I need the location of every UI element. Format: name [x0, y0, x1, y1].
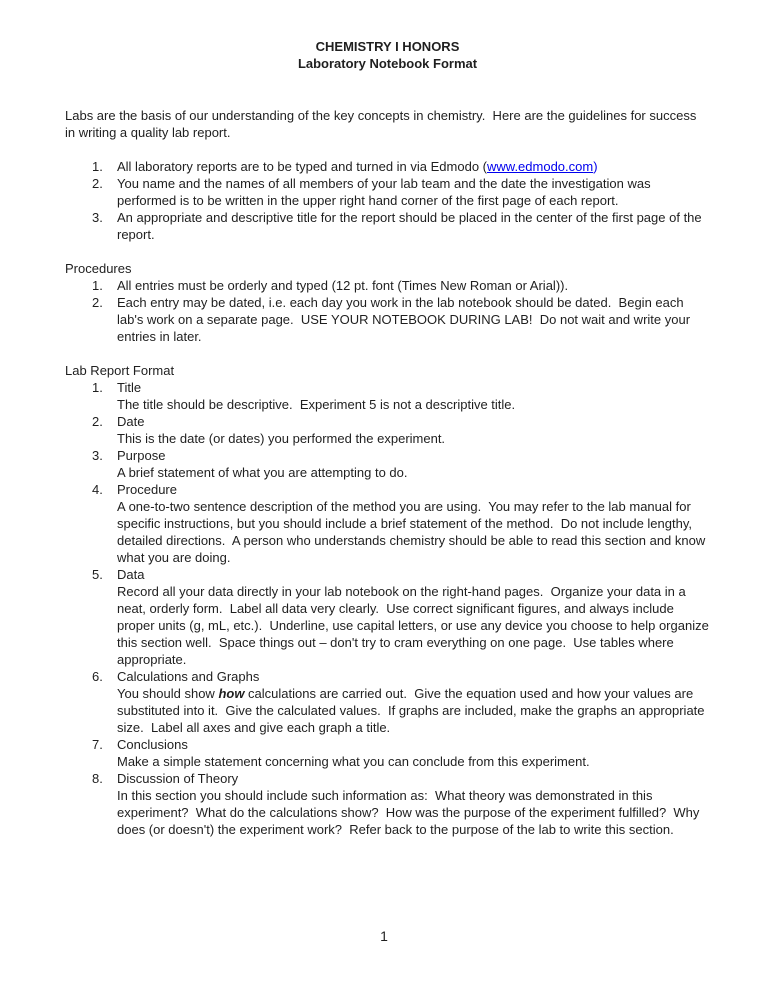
item-desc: A brief statement of what you are attempting to do. — [117, 465, 408, 480]
item-name: Date — [117, 414, 145, 429]
item-text: An appropriate and descriptive title for the report should be placed in the center of the first page of the report. — [117, 210, 706, 242]
procedures-heading: Procedures — [65, 261, 132, 276]
item-number: 1. — [92, 159, 103, 174]
edmodo-link[interactable]: www.edmodo.com — [487, 159, 594, 174]
list-item — [65, 447, 710, 481]
item-number: 6. — [92, 669, 103, 684]
list-item — [65, 481, 710, 566]
item-number: 7. — [92, 737, 103, 752]
guidelines-list — [65, 158, 710, 243]
item-text: All entries must be orderly and typed (12 pt. font (Times New Roman or Arial)). — [117, 278, 569, 293]
list-item — [65, 566, 713, 668]
item-number: 2. — [92, 414, 103, 429]
item-desc: The title should be descriptive. Experiment 5 is not a descriptive title. — [117, 397, 516, 412]
item-name: Procedure — [117, 482, 177, 497]
lab-report-format-heading: Lab Report Format — [65, 363, 175, 378]
item-number: 8. — [92, 771, 103, 786]
list-item — [65, 736, 710, 770]
list-item — [65, 379, 710, 413]
item-desc: In this section you should include such information as: What theory was demonstrated in this experiment? What do the calculations show? How was the purpose of the experiment fulfilled? Why does (or doesn't) the experiment work? Refer back to the purpose of the lab to write this section. — [117, 788, 704, 837]
item-desc: Make a simple statement concerning what you can conclude from this experiment. — [117, 754, 590, 769]
item-name: Calculations and Graphs — [117, 669, 260, 684]
item-desc-post: calculations are carried out. Give the equation used and how your values are substituted into it. Give the calculated values. If graphs are included, make the graphs an appropriate size. Label all axes and give each graph a title. — [117, 686, 709, 735]
item-desc-emphasis: how — [218, 686, 245, 701]
item-desc: A one-to-two sentence description of the method you are using. You may refer to the lab manual for specific instructions, but you should include a brief statement of the method. Do not include lengthy, detailed directions. A person who understands chemistry should be able to read this section and know what you are doing. — [117, 499, 709, 565]
item-number: 2. — [92, 176, 103, 191]
item-text — [117, 158, 710, 175]
item-desc — [117, 685, 710, 736]
item-content — [117, 770, 710, 838]
list-item — [65, 413, 710, 447]
item-number: 3. — [92, 448, 103, 463]
intro-paragraph: Labs are the basis of our understanding of the key concepts in chemistry. Here are the guidelines for success in writing a quality lab report. — [65, 108, 700, 140]
lab-report-format-list — [65, 379, 713, 838]
item-name: Purpose — [117, 448, 166, 463]
item-name: Conclusions — [117, 737, 188, 752]
list-item — [65, 668, 710, 736]
lab-report-format-section — [65, 362, 713, 838]
item-number: 5. — [92, 567, 103, 582]
item-text-post: ) — [593, 159, 598, 174]
item-desc: Record all your data directly in your lab notebook on the right-hand pages. Organize your data in a neat, orderly form. Label all data very clearly. Use correct significant figures, and always include proper units (g, mL, etc.). Underline, use capital letters, or use any device you choose to help organize this section well. Space things out – don't try to cram everything on one page. Use tables where appropriate. — [117, 584, 713, 667]
item-number: 2. — [92, 295, 103, 310]
list-item — [65, 277, 710, 294]
list-item — [65, 770, 710, 838]
item-name: Discussion of Theory — [117, 771, 239, 786]
item-content — [117, 413, 710, 447]
item-content — [117, 447, 710, 481]
item-number: 4. — [92, 482, 103, 497]
item-content — [117, 668, 710, 736]
item-desc: This is the date (or dates) you performed the experiment. — [117, 431, 446, 446]
list-item — [65, 209, 710, 243]
item-text-pre: All laboratory reports are to be typed and turned in via Edmodo ( — [117, 159, 487, 174]
item-text: Each entry may be dated, i.e. each day you work in the lab notebook should be dated. Begin each lab's work on a separate page. USE YOUR NOTEBOOK DURING LAB! Do not wait and write your entries in later. — [117, 295, 694, 344]
page-number: 1 — [380, 928, 388, 944]
item-text: You name and the names of all members of your lab team and the date the investigation was performed is to be written in the upper right hand corner of the first page of each report. — [117, 176, 655, 208]
item-number: 3. — [92, 210, 103, 225]
list-item — [65, 158, 710, 175]
item-content — [117, 481, 710, 566]
item-name: Title — [117, 380, 142, 395]
item-content — [117, 379, 710, 413]
list-item — [65, 294, 710, 345]
page-subtitle: Laboratory Notebook Format — [297, 56, 478, 71]
item-number: 1. — [92, 380, 103, 395]
item-desc-pre: You should show — [117, 686, 219, 701]
item-content — [117, 566, 713, 668]
document-header — [65, 38, 710, 72]
item-number: 1. — [92, 278, 103, 293]
page-title: CHEMISTRY I HONORS — [315, 39, 460, 54]
item-content — [117, 736, 710, 770]
list-item — [65, 175, 710, 209]
item-name: Data — [117, 567, 145, 582]
procedures-list — [65, 277, 710, 345]
procedures-section — [65, 260, 710, 345]
